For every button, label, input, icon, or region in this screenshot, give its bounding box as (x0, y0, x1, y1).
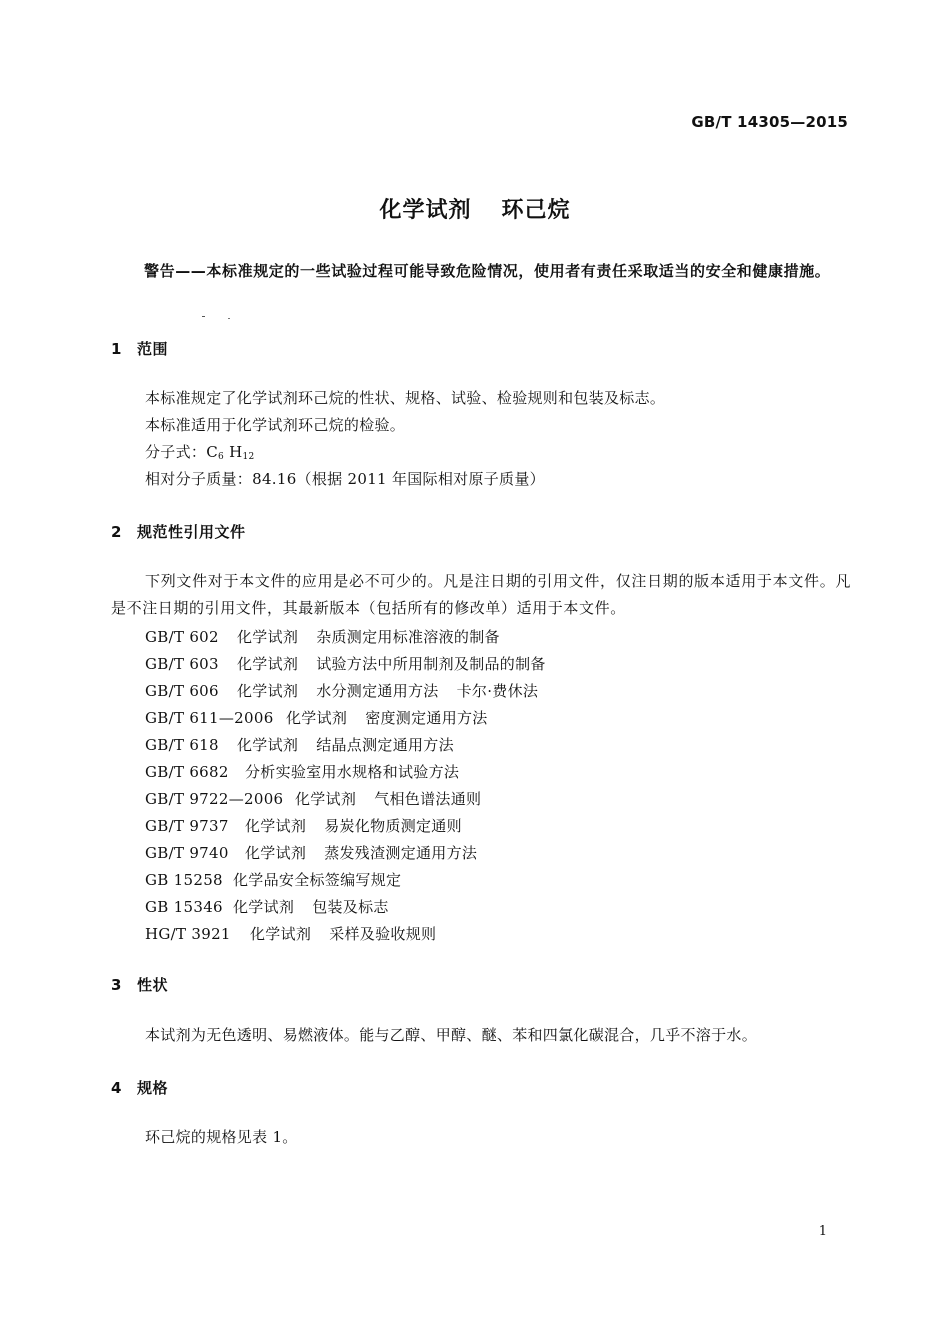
ref-part-a: 分析实验室用水规格和试验方法 (245, 763, 460, 781)
section-number: 1 (111, 340, 122, 358)
ref-part-a: 化学试剂 (245, 844, 307, 862)
section-title: 性状 (137, 976, 169, 994)
section-4-heading (111, 1077, 168, 1098)
scan-speck (228, 318, 230, 319)
ref-code: GB/T 618 (145, 736, 219, 754)
formula-h: H (229, 443, 243, 461)
section-1-heading (111, 338, 168, 359)
reference-item (145, 707, 488, 728)
standard-number: GB/T 14305—2015 (691, 113, 848, 131)
ref-code: GB/T 9722—2006 (145, 790, 284, 808)
ref-code: HG/T 3921 (145, 925, 231, 943)
ref-part-a: 化学试剂 (250, 925, 312, 943)
scope-line-2: 本标准适用于化学试剂环己烷的检验。 (145, 416, 406, 434)
formula-c: C (206, 443, 218, 461)
ref-part-a: 化学试剂 (286, 709, 348, 727)
specification-text: 环己烷的规格见表 1。 (145, 1128, 298, 1146)
title-part-1: 化学试剂 (379, 198, 472, 223)
ref-part-b: 密度测定通用方法 (365, 709, 488, 727)
ref-part-b: 采样及验收规则 (329, 925, 437, 943)
scope-line-1: 本标准规定了化学试剂环己烷的性状、规格、试验、检验规则和包装及标志。 (145, 389, 666, 407)
scan-speck (202, 316, 205, 317)
reference-item (145, 923, 436, 944)
ref-part-b: 试验方法中所用制剂及制品的制备 (316, 655, 546, 673)
ref-code: GB/T 611—2006 (145, 709, 274, 727)
ref-part-a: 化学试剂 (237, 682, 299, 700)
page-number: 1 (818, 1224, 827, 1239)
section-title: 范围 (137, 340, 169, 358)
ref-part-c: 卡尔·费休法 (456, 682, 539, 700)
section-number: 3 (111, 976, 122, 994)
ref-code: GB 15258 (145, 871, 223, 889)
section-2-heading (111, 521, 246, 542)
ref-code: GB/T 606 (145, 682, 219, 700)
ref-part-a: 化学试剂 (237, 628, 299, 646)
formula-label: 分子式： (145, 443, 207, 461)
ref-part-b: 蒸发残渣测定通用方法 (324, 844, 478, 862)
ref-code: GB/T 602 (145, 628, 219, 646)
formula-h-sub: 12 (242, 452, 255, 462)
molecular-mass: 相对分子质量：84.16（根据 2011 年国际相对原子质量） (145, 470, 545, 488)
ref-part-a: 化学品安全标签编写规定 (233, 871, 402, 889)
ref-part-b: 易炭化物质测定通则 (324, 817, 462, 835)
reference-item (145, 761, 459, 782)
ref-code: GB/T 6682 (145, 763, 229, 781)
ref-part-a: 化学试剂 (237, 655, 299, 673)
ref-part-a: 化学试剂 (245, 817, 307, 835)
ref-code: GB/T 9740 (145, 844, 229, 862)
ref-part-b: 包装及标志 (312, 898, 389, 916)
ref-code: GB/T 9737 (145, 817, 229, 835)
safety-warning: 警告——本标准规定的一些试验过程可能导致危险情况，使用者有责任采取适当的安全和健康措施。 (144, 262, 831, 280)
section-title: 规格 (137, 1079, 169, 1097)
ref-code: GB/T 603 (145, 655, 219, 673)
reference-item (145, 842, 477, 863)
ref-part-b: 水分测定通用方法 (316, 682, 439, 700)
reference-item (145, 734, 454, 755)
section-3-heading (111, 974, 168, 995)
ref-part-a: 化学试剂 (233, 898, 295, 916)
section-title: 规范性引用文件 (137, 523, 246, 541)
formula-c-sub: 6 (217, 452, 225, 462)
page-title (0, 193, 950, 224)
ref-code: GB 15346 (145, 898, 223, 916)
reference-item (145, 896, 389, 917)
section-number: 2 (111, 523, 122, 541)
reference-item (145, 626, 500, 647)
ref-part-b: 结晶点测定通用方法 (316, 736, 454, 754)
reference-item (145, 653, 546, 674)
reference-item (145, 869, 401, 890)
title-part-2: 环己烷 (501, 198, 571, 223)
ref-part-b: 杂质测定用标准溶液的制备 (316, 628, 500, 646)
reference-item (145, 815, 462, 836)
ref-part-a: 化学试剂 (295, 790, 357, 808)
ref-part-b: 气相色谱法通则 (374, 790, 482, 808)
ref-part-a: 化学试剂 (237, 736, 299, 754)
reference-item (145, 680, 538, 701)
reference-item (145, 788, 481, 809)
properties-text: 本试剂为无色透明、易燃液体。能与乙醇、甲醇、醚、苯和四氯化碳混合，几乎不溶于水。 (145, 1026, 758, 1044)
section-number: 4 (111, 1079, 122, 1097)
references-intro: 下列文件对于本文件的应用是必不可少的。凡是注日期的引用文件，仅注日期的版本适用于本文件。凡是不注日期的引用文件，其最新版本（包括所有的修改单）适用于本文件。 (111, 572, 851, 617)
